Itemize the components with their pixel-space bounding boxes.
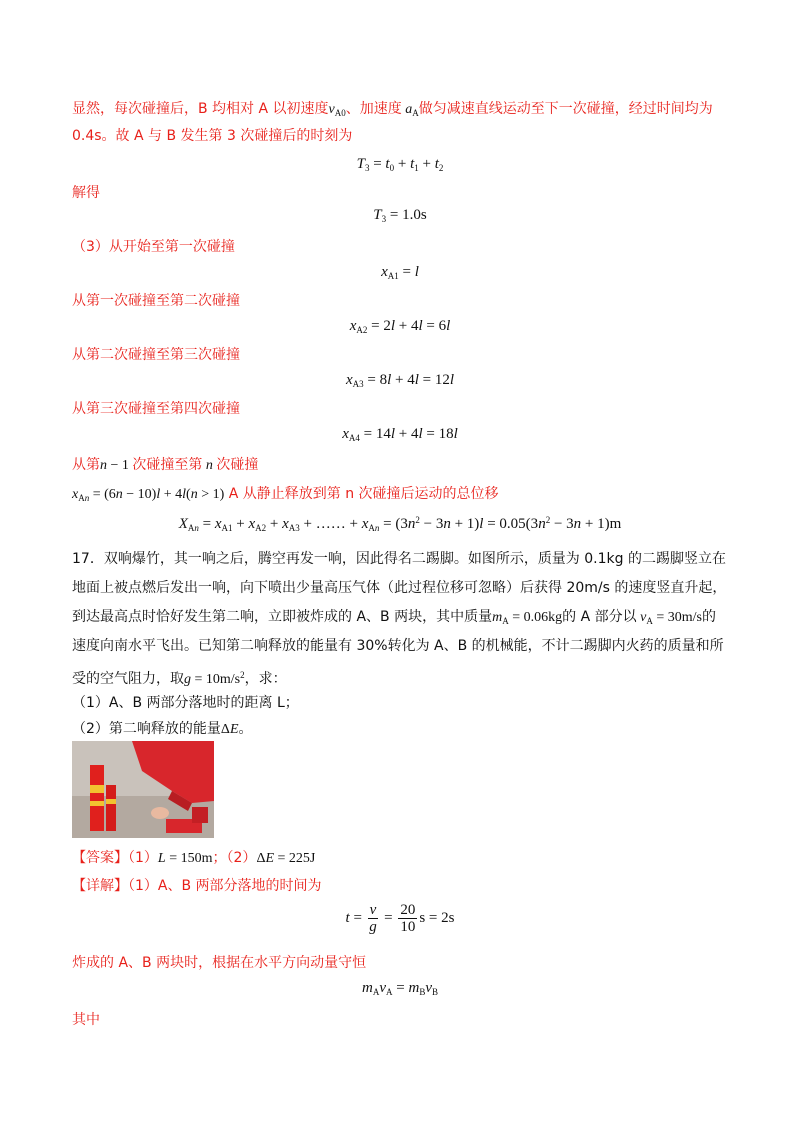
- equation-T3-value: $T_3 = 1.0s$: [373, 207, 427, 224]
- detail-line: 【详解】（1）A、B 两部分落地的时间为: [72, 878, 322, 894]
- answer-2-value: ΔE = 225J: [256, 851, 316, 866]
- question-part-1: （1）A、B 两部分落地时的距离 L；: [72, 695, 299, 711]
- detail-label: 【详解】: [72, 878, 128, 894]
- equation-XAn-total: $X_{An} = x_{A1} + x_{A2} + x_{A3}$ + …… + $x_{An} = (3n^2 - 3n + 1)l = 0.05(3n^2 - 3n + 1)m$: [178, 515, 622, 533]
- solution-text-line: 炸成的 A、B 两块时，根据在水平方向动量守恒: [72, 955, 367, 971]
- solution-text-line: 从第三次碰撞至第四次碰撞: [72, 401, 240, 417]
- firecracker-photo-illustration: [72, 741, 214, 838]
- solution-text-line: 0.4s。故 A 与 B 发生第 3 次碰撞后的时刻为: [72, 128, 353, 144]
- question-text-line: 到达最高点时恰好发生第二响，立即被炸成的 A、B 两块，其中质量$m_A = 0.06kg$的 A 部分以 $v_A = 30m/s$的: [72, 609, 716, 626]
- firecracker-photo: [72, 741, 214, 838]
- equation-xA2: $x_{A2} = 2l + 4l = 6l$: [349, 318, 451, 335]
- question-text-line: 速度向南水平飞出。已知第二响释放的能量有 30%转化为 A、B 的机械能，不计二踢脚内火药的质量和所: [72, 638, 724, 654]
- solution-text-line: $x_{An} = (6n - 10)l + 4l(n > 1)$ A 从静止释放到第 n 次碰撞后运动的总位移: [72, 486, 499, 503]
- question-text-line: 受的空气阻力，取$g = 10m/s^2$，求：: [72, 670, 287, 687]
- solution-text-line: 从第n − 1 次碰撞至第 n 次碰撞: [72, 457, 259, 473]
- solution-text-line: 从第二次碰撞至第三次碰撞: [72, 347, 240, 363]
- equation-fall-time: t = $\frac{v}{g}$ = $\frac{20}{10}$ s = 2s: [345, 902, 455, 935]
- equation-momentum: $m_Av_A = m_Bv_B$: [361, 980, 439, 997]
- solution-text-line: 解得: [72, 185, 100, 201]
- question-part-2: （2）第二响释放的能量ΔE。: [72, 721, 253, 737]
- question-text-line: 地面上被点燃后发出一响，向下喷出少量高压气体（此过程位移可忽略）后获得 20m/s 的速度竖直升起，: [72, 580, 727, 596]
- answer-line: 【答案】（1）L = 150m；（2）ΔE = 225J: [72, 850, 316, 866]
- solution-text-line: 从第一次碰撞至第二次碰撞: [72, 293, 240, 309]
- answer-label: 【答案】: [72, 850, 128, 866]
- answer-1-value: L = 150m: [157, 851, 213, 866]
- question-text-line: 17．双响爆竹，其一响之后，腾空再发一响，因此得名二踢脚。如图所示，质量为 0.1kg 的二踢脚竖立在: [72, 551, 726, 567]
- solution-text-line: 其中: [72, 1012, 100, 1028]
- equation-T3-sum: $T_3 = t_0 + t_1 + t_2$: [356, 156, 444, 173]
- solution-text-line: 显然，每次碰撞后，B 均相对 A 以初速度$v_{A0}$、加速度 $a_A$做匀减速直线运动至下一次碰撞，经过时间均为: [72, 101, 713, 118]
- equation-xA1: $x_{A1} = l$: [381, 264, 419, 281]
- equation-xA4: $x_{A4} = 14l + 4l = 18l$: [342, 426, 458, 443]
- solution-text-line: （3）从开始至第一次碰撞: [72, 239, 235, 255]
- equation-xA3: $x_{A3} = 8l + 4l = 12l$: [345, 372, 455, 389]
